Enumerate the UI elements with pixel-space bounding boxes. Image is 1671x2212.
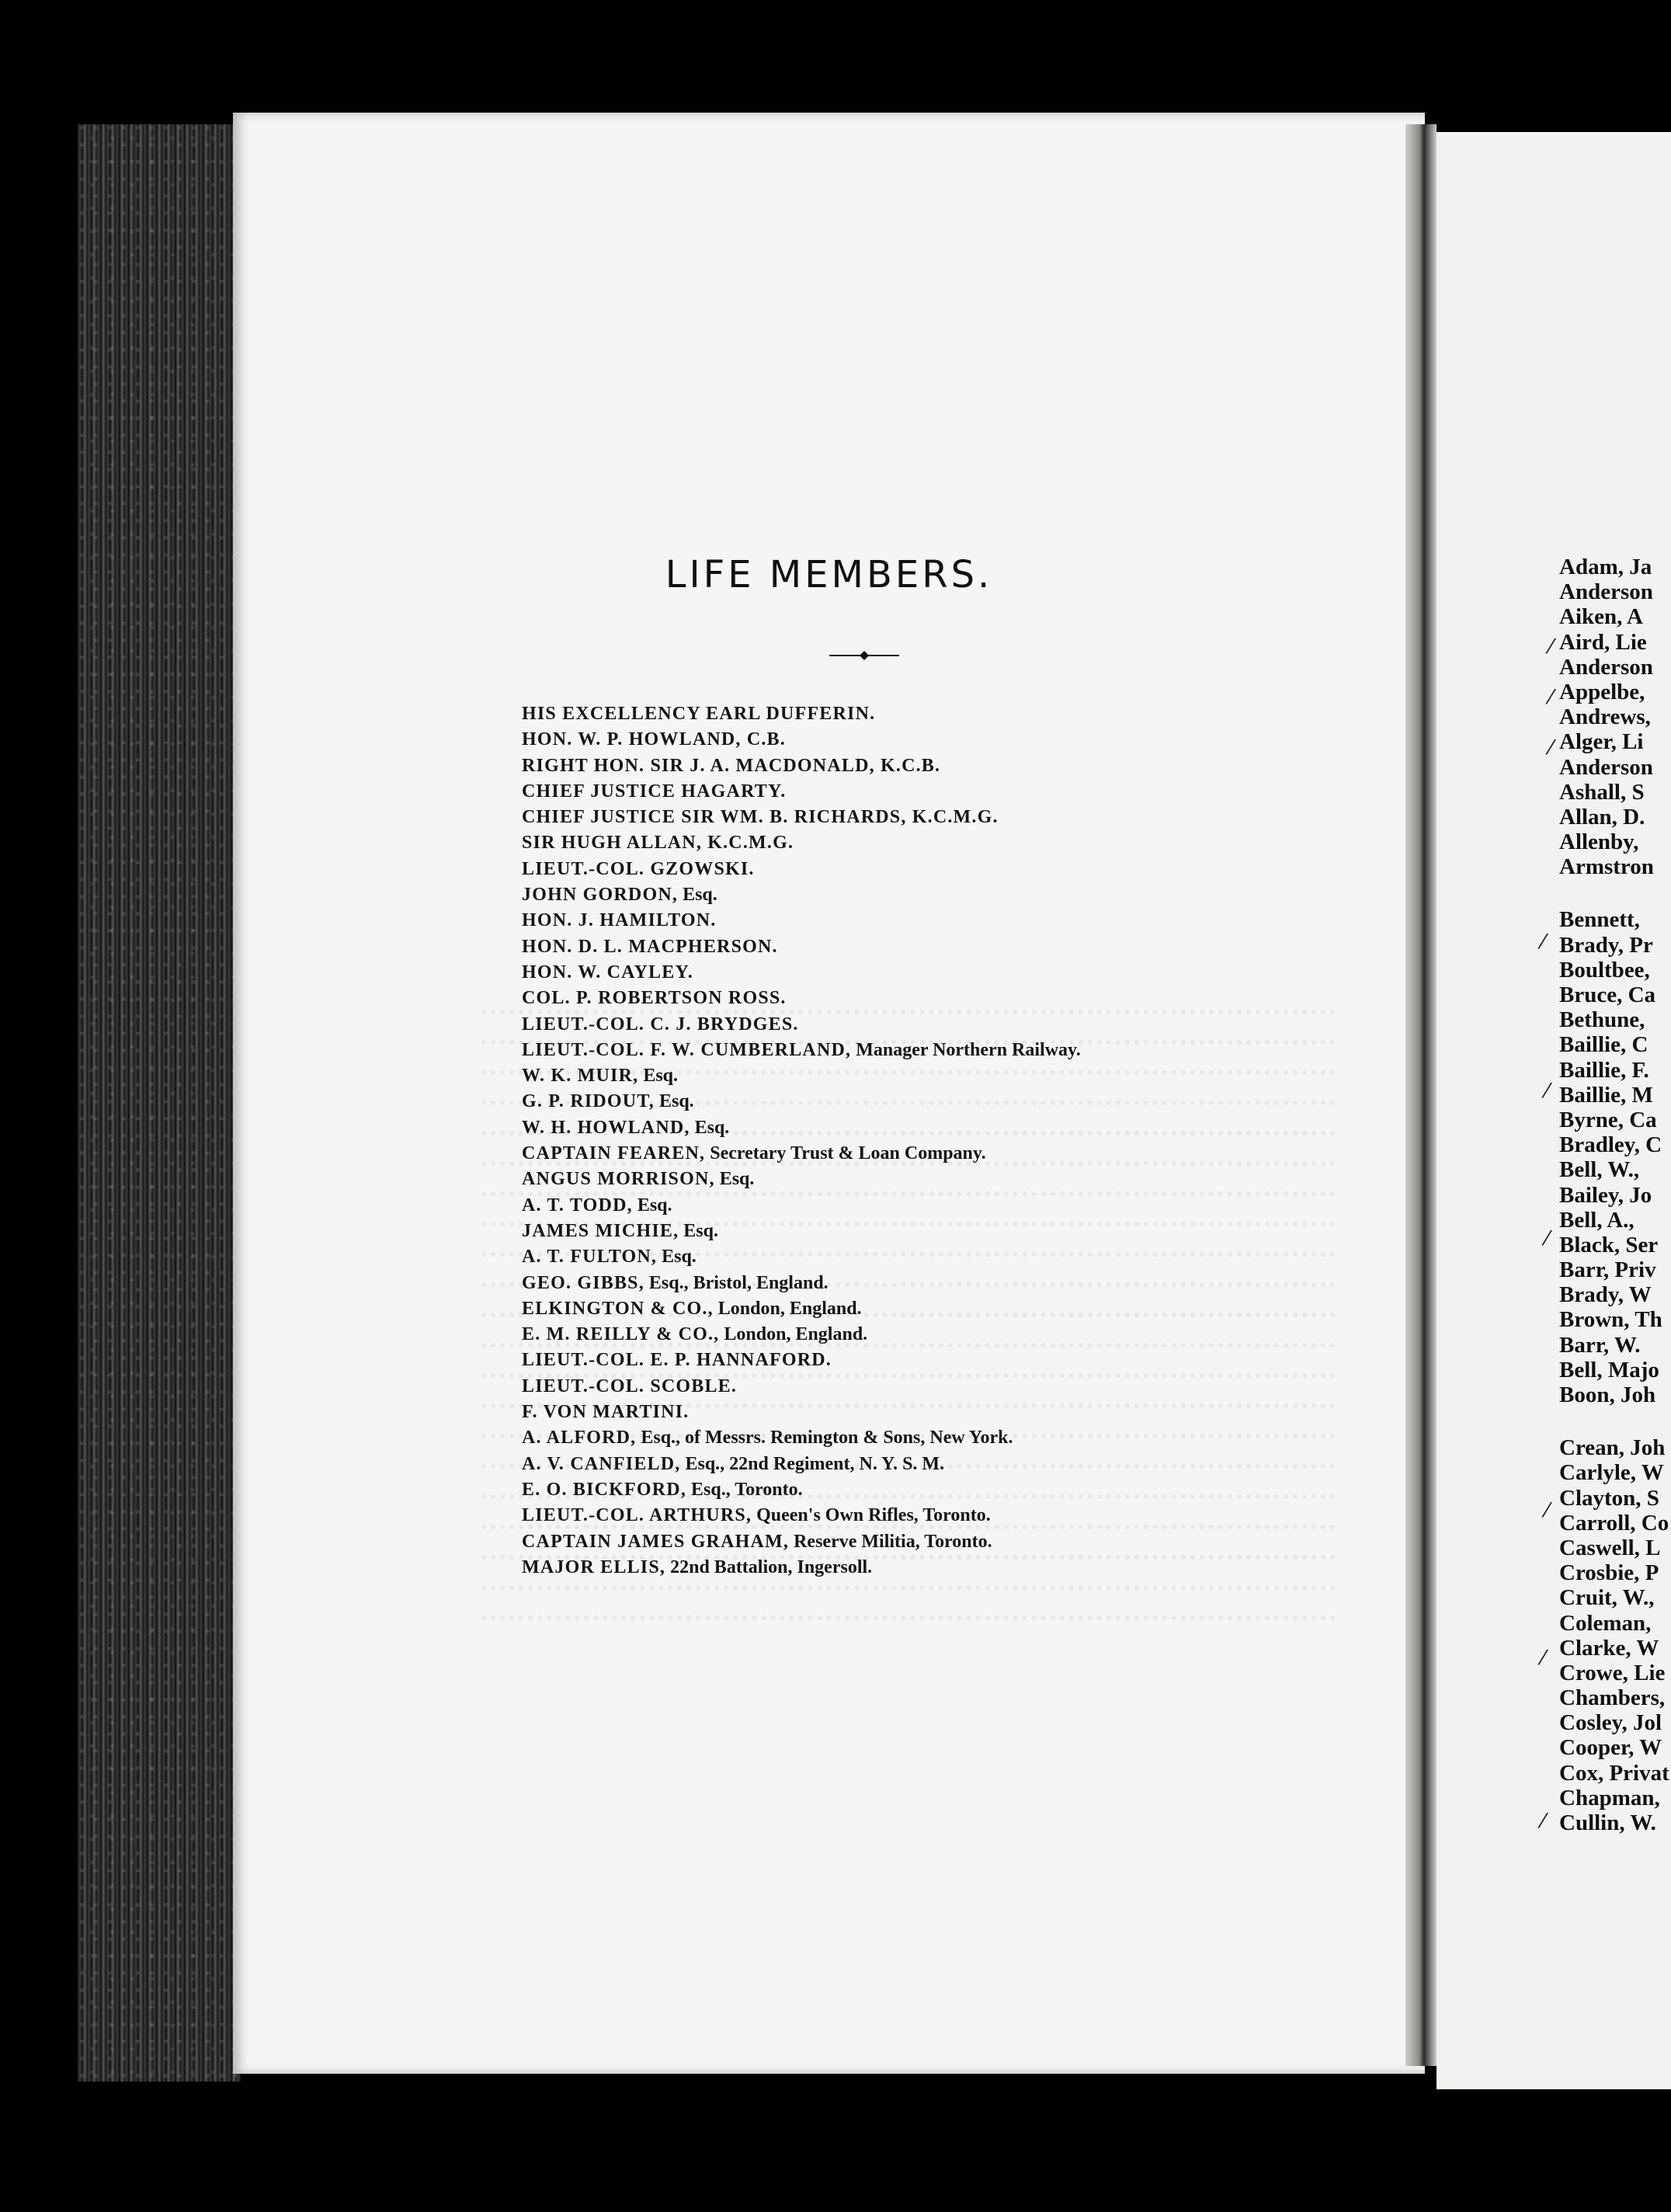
- member-note: Esq.: [643, 1066, 679, 1087]
- right-page-gap: [1559, 1407, 1671, 1435]
- member-entry: [522, 857, 1391, 882]
- page-title: LIFE MEMBERS.: [665, 553, 993, 596]
- member-entry: [522, 1271, 1391, 1296]
- right-page-entry: Carlyle, W: [1559, 1460, 1664, 1486]
- right-page-entry: Brown, Th: [1559, 1307, 1662, 1333]
- member-note: Esq., Bristol, England.: [648, 1272, 829, 1293]
- right-page-entry: Carroll, Co: [1559, 1510, 1669, 1536]
- page-edge-stack: [78, 124, 241, 2082]
- member-name: HIS EXCELLENCY EARL DUFFERIN.: [522, 704, 876, 724]
- member-entry: [522, 1167, 1391, 1192]
- member-note: London, England.: [724, 1324, 868, 1345]
- member-entry: [522, 1400, 1391, 1425]
- right-page-entry: Crosbie, P: [1559, 1560, 1659, 1586]
- right-page-gap: [1559, 879, 1671, 907]
- right-page-entry: Adam, Ja: [1559, 555, 1652, 579]
- member-note: Esq.: [637, 1195, 672, 1216]
- member-note: London, England.: [717, 1298, 862, 1319]
- life-members-list: [522, 701, 1391, 1581]
- right-page-entry: Anderson: [1559, 654, 1653, 680]
- member-entry: [522, 934, 1391, 960]
- member-name: LIEUT.-COL. GZOWSKI.: [522, 858, 755, 879]
- member-note: 22nd Battalion, Ingersoll.: [670, 1556, 873, 1577]
- member-entry: [522, 882, 1391, 908]
- member-name: W. H. HOWLAND,: [522, 1117, 690, 1138]
- member-entry: [522, 986, 1391, 1011]
- right-page-entry: Caswell, L: [1559, 1535, 1661, 1560]
- member-name: G. P. RIDOUT,: [522, 1091, 655, 1112]
- member-name: JAMES MICHIE,: [522, 1220, 679, 1241]
- member-name: A. V. CANFIELD,: [522, 1453, 681, 1474]
- member-entry: [522, 1115, 1391, 1141]
- member-name: E. O. BICKFORD,: [522, 1479, 687, 1500]
- member-name: W. K. MUIR,: [522, 1066, 639, 1087]
- pencil-tick-mark: ⁄: [1545, 1499, 1549, 1522]
- member-entry: [522, 1141, 1391, 1167]
- member-name: LIEUT.-COL. SCOBLE.: [522, 1376, 738, 1396]
- right-page-entry: Allenby,: [1559, 830, 1639, 855]
- member-note: Queen's Own Rifles, Toronto.: [756, 1505, 991, 1526]
- right-page-entry: Barr, Priv: [1559, 1257, 1656, 1283]
- right-page-entry: Black, Ser: [1559, 1232, 1659, 1257]
- member-name: F. VON MARTINI.: [522, 1402, 690, 1423]
- pencil-tick-mark: ⁄: [1541, 1810, 1545, 1833]
- member-entry: [522, 1555, 1391, 1581]
- right-page-entry: Baillie, M: [1559, 1082, 1653, 1108]
- right-page-entry: Crowe, Lie: [1559, 1660, 1666, 1685]
- right-page-entry: Chapman,: [1559, 1785, 1660, 1810]
- right-page-entry: Armstron: [1559, 854, 1654, 880]
- pencil-tick-mark: ⁄: [1545, 1227, 1549, 1250]
- right-page-entry: Appelbe,: [1559, 679, 1645, 704]
- member-name: RIGHT HON. SIR J. A. MACDONALD, K.C.B.: [522, 755, 941, 776]
- member-note: Manager Northern Railway.: [856, 1039, 1081, 1060]
- member-entry: [522, 830, 1391, 856]
- right-page-entry: Baillie, F.: [1559, 1057, 1649, 1083]
- member-name: CAPTAIN JAMES GRAHAM,: [522, 1531, 790, 1552]
- member-entry: [522, 805, 1391, 830]
- right-page-entry: Byrne, Ca: [1559, 1107, 1657, 1132]
- pencil-tick-mark: ⁄: [1549, 736, 1553, 760]
- member-name: CAPTAIN FEAREN,: [522, 1143, 706, 1164]
- member-note: Esq., 22nd Regiment, N. Y. S. M.: [685, 1453, 945, 1474]
- member-entry: [522, 1063, 1391, 1089]
- right-page-entry: Bruce, Ca: [1559, 983, 1656, 1007]
- member-name: SIR HUGH ALLAN, K.C.M.G.: [522, 833, 794, 854]
- right-page-entry: Boultbee,: [1559, 957, 1650, 983]
- member-entry: [522, 1012, 1391, 1038]
- member-name: CHIEF JUSTICE SIR WM. B. RICHARDS, K.C.M.G.: [522, 807, 999, 828]
- right-page-entry: Cullin, W.: [1559, 1810, 1656, 1835]
- member-entry: [522, 960, 1391, 986]
- pencil-tick-mark: ⁄: [1541, 1647, 1545, 1670]
- member-entry: [522, 1374, 1391, 1400]
- right-page-entry: Bell, Majo: [1559, 1357, 1659, 1382]
- right-page-entry: Bell, W.,: [1559, 1157, 1640, 1183]
- right-page-entry: Bradley, C: [1559, 1132, 1662, 1158]
- member-entry: [522, 1219, 1391, 1244]
- member-entry: [522, 727, 1391, 753]
- right-page-entry: Coleman,: [1559, 1610, 1652, 1636]
- right-page-entry: Brady, W: [1559, 1282, 1652, 1308]
- right-page-entry: Aird, Lie: [1559, 629, 1647, 655]
- right-page-entry: Boon, Joh: [1559, 1382, 1656, 1407]
- member-note: Esq.: [694, 1117, 730, 1138]
- right-page-entry: Cooper, W: [1559, 1735, 1662, 1761]
- member-note: Esq., Toronto.: [691, 1479, 803, 1500]
- right-page-entry: Bell, A.,: [1559, 1207, 1635, 1233]
- right-page-entry: Cosley, Jol: [1559, 1710, 1662, 1736]
- member-entry: [522, 1529, 1391, 1555]
- member-entry: [522, 1425, 1391, 1451]
- member-name: HON. W. CAYLEY.: [522, 962, 693, 983]
- pencil-tick-mark: ⁄: [1541, 930, 1545, 954]
- pencil-tick-mark: ⁄: [1545, 1080, 1549, 1103]
- right-page-entry: Bailey, Jo: [1559, 1182, 1652, 1208]
- member-name: LIEUT.-COL. ARTHURS,: [522, 1505, 752, 1526]
- title-ornament: [829, 651, 899, 660]
- right-page-entry: Aiken, A: [1559, 604, 1643, 630]
- pencil-tick-mark: ⁄: [1549, 635, 1553, 659]
- right-page-entry: Clayton, S: [1559, 1485, 1659, 1511]
- member-name: JOHN GORDON,: [522, 885, 679, 906]
- member-note: Esq.: [662, 1247, 697, 1268]
- member-entry: [522, 701, 1391, 727]
- member-note: Reserve Militia, Toronto.: [794, 1531, 992, 1552]
- member-name: MAJOR ELLIS,: [522, 1556, 666, 1577]
- member-name: LIEUT.-COL. C. J. BRYDGES.: [522, 1014, 799, 1035]
- right-page-entry: Cruit, W.,: [1559, 1585, 1655, 1611]
- member-note: Esq.: [719, 1169, 755, 1190]
- right-page-entry: Anderson: [1559, 754, 1653, 780]
- member-note: Esq., of Messrs. Remington & Sons, New York.: [641, 1428, 1013, 1449]
- member-entry: [522, 1477, 1391, 1503]
- member-name: GEO. GIBBS,: [522, 1272, 644, 1293]
- right-page-entry: Andrews,: [1559, 704, 1651, 730]
- member-name: LIEUT.-COL. E. P. HANNAFORD.: [522, 1350, 832, 1371]
- right-page-entry: Ashall, S: [1559, 779, 1645, 805]
- right-page-entry: Anderson: [1559, 579, 1653, 605]
- book-gutter: [1405, 124, 1437, 2066]
- member-entry: [522, 1503, 1391, 1529]
- right-page-entry: Barr, W.: [1559, 1332, 1641, 1358]
- member-entry: [522, 1244, 1391, 1270]
- member-name: LIEUT.-COL. F. W. CUMBERLAND,: [522, 1039, 852, 1060]
- right-page-entry: Baillie, C: [1559, 1032, 1648, 1058]
- right-page-entry: Crean, Joh: [1559, 1435, 1666, 1461]
- right-page-entry: Allan, D.: [1559, 804, 1645, 830]
- member-entry: [522, 779, 1391, 805]
- member-name: E. M. REILLY & CO.,: [522, 1324, 720, 1345]
- right-page-entry: Brady, Pr: [1559, 932, 1653, 958]
- right-page-entry: Chambers,: [1559, 1685, 1666, 1711]
- right-page-entry: Clarke, W: [1559, 1635, 1659, 1661]
- right-page-entry: Alger, Li: [1559, 729, 1644, 755]
- member-name: HON. W. P. HOWLAND, C.B.: [522, 729, 786, 750]
- member-note: Secretary Trust & Loan Company.: [710, 1143, 986, 1164]
- right-page-entry: Bethune,: [1559, 1007, 1645, 1033]
- member-name: HON. D. L. MACPHERSON.: [522, 936, 778, 957]
- member-name: ELKINGTON & CO.,: [522, 1298, 714, 1319]
- member-name: COL. P. ROBERTSON ROSS.: [522, 988, 787, 1009]
- member-entry: [522, 1038, 1391, 1063]
- member-entry: [522, 1193, 1391, 1219]
- member-name: A. T. FULTON,: [522, 1247, 658, 1268]
- member-entry: [522, 1348, 1391, 1373]
- member-note: Esq.: [683, 885, 717, 906]
- pencil-tick-mark: ⁄: [1549, 686, 1553, 709]
- member-entry: [522, 908, 1391, 934]
- member-name: A. ALFORD,: [522, 1428, 637, 1449]
- member-name: HON. J. HAMILTON.: [522, 910, 717, 931]
- member-name: CHIEF JUSTICE HAGARTY.: [522, 781, 787, 802]
- member-entry: [522, 1322, 1391, 1348]
- right-page-entry: Cox, Privat: [1559, 1760, 1669, 1786]
- member-entry: [522, 1452, 1391, 1477]
- right-page-entry: Bennett,: [1559, 907, 1640, 933]
- member-entry: [522, 1296, 1391, 1322]
- member-entry: [522, 753, 1391, 779]
- right-page-member-list: [1559, 555, 1671, 1835]
- member-name: ANGUS MORRISON,: [522, 1169, 715, 1190]
- member-note: Esq.: [658, 1091, 694, 1112]
- member-name: A. T. TODD,: [522, 1195, 633, 1216]
- member-entry: [522, 1089, 1391, 1115]
- member-note: Esq.: [683, 1220, 718, 1241]
